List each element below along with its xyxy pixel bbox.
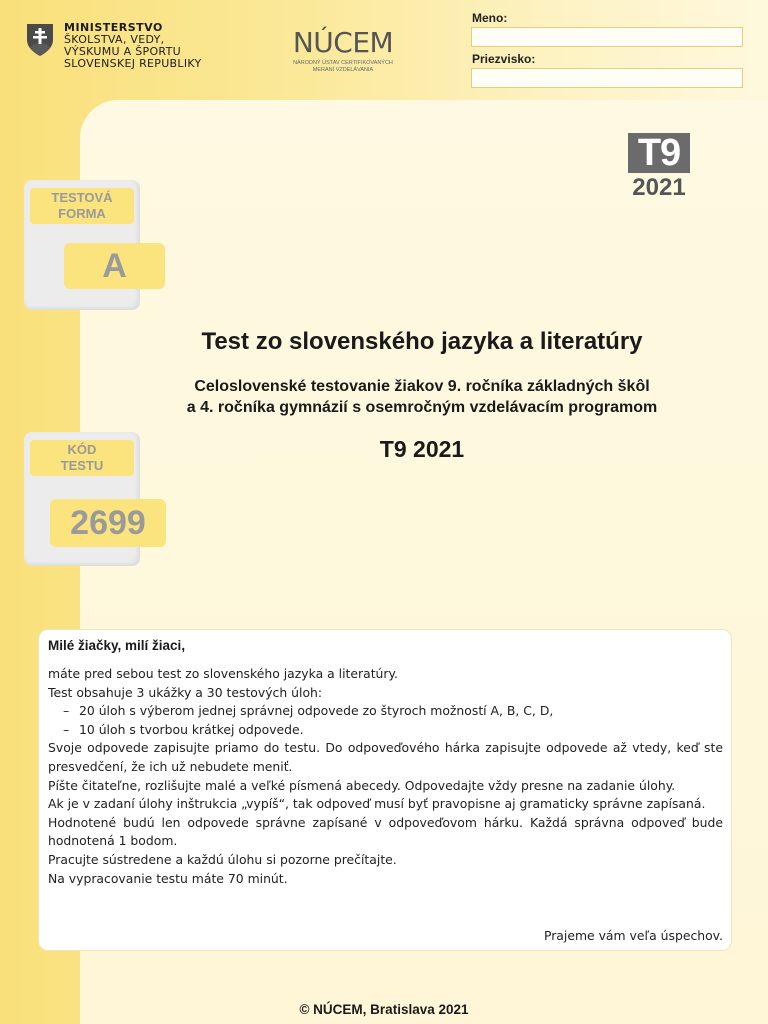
page-title: Test zo slovenského jazyka a literatúry (201, 328, 643, 355)
instruction-line: Píšte čitateľne, rozlišujte malé a veľké písmená abecedy. Odpovedajte vždy presne na zadanie úlohy. (48, 777, 676, 793)
nucem-subtitle-line: NÁRODNÝ ÚSTAV CERTIFIKOVANÝCH (293, 60, 393, 66)
page-subtitle-line: Celoslovenské testovanie žiakov 9. ročníka základných škôl (194, 378, 650, 395)
greeting: Milé žiačky, milí žiaci, (48, 638, 186, 653)
t9-badge: T9 (628, 133, 690, 173)
name-input[interactable] (471, 27, 743, 47)
instructions-text (48, 665, 723, 888)
nucem-subtitle (284, 60, 402, 74)
page-subtitle-line: a 4. ročníka gymnázií s osemročným vzdelávacím programom (186, 399, 658, 416)
ministry-line: MINISTERSTVO (64, 21, 163, 34)
ministry-line: ŠKOLSTVA, VEDY, (64, 33, 165, 46)
instruction-line: máte pred sebou test zo slovenského jazyka a literatúry. (48, 666, 398, 681)
nucem-logo (284, 28, 402, 74)
test-form-label-line: TESTOVÁ (51, 190, 113, 205)
instruction-bullet (48, 721, 723, 740)
instructions-box (38, 629, 732, 951)
test-form-label (30, 188, 134, 224)
surname-label: Priezvisko: (472, 52, 536, 66)
instruction-line: Hodnotené budú len odpovede správne zapísané v odpoveďovom hárku. Každá správna odpoveď bude hodnotená 1 bodom. (48, 814, 723, 849)
nucem-wordmark: NÚCEM (292, 26, 394, 59)
test-code-label-line: KÓD (67, 442, 97, 457)
instruction-line: Ak je v zadaní úlohy inštrukcia „vypíš“, tak odpoveď musí byť pravopisne aj gramaticky správne zapísaná. (48, 796, 706, 812)
ministry-logo (26, 22, 202, 70)
ministry-line: VÝSKUMU A ŠPORTU (64, 45, 181, 58)
name-label: Meno: (472, 11, 508, 25)
test-form-value: A (64, 243, 165, 289)
test-form-label-line: FORMA (58, 206, 106, 221)
instruction-line: Na vypracovanie testu máte 70 minút. (48, 870, 288, 886)
t9-badge-year: 2021 (632, 174, 686, 201)
test-form-tab (24, 180, 140, 310)
surname-input[interactable] (471, 68, 743, 88)
instruction-line: Test obsahuje 3 ukážky a 30 testových úloh: (48, 684, 323, 700)
footer-copyright: © NÚCEM, Bratislava 2021 (299, 1002, 469, 1017)
dash-bullet-icon: – (63, 721, 70, 737)
nucem-subtitle-line: MERANÍ VZDELÁVANIA (312, 67, 374, 73)
ministry-name (64, 22, 202, 70)
instruction-line: Pracujte sústredene a každú úlohu si pozorne prečítajte. (48, 851, 397, 867)
good-luck-wish: Prajeme vám veľa úspechov. (543, 928, 723, 943)
test-code-value: 2699 (50, 499, 166, 547)
slovak-crest-icon (26, 22, 54, 58)
instruction-line: Svoje odpovede zapisujte priamo do testu. Do odpoveďového hárka zapisujte odpovede až vtedy, keď ste presvedčení, že ich už nebudete meniť. (48, 740, 723, 774)
ministry-line: SLOVENSKEJ REPUBLIKY (64, 57, 202, 70)
instruction-bullet-text: 10 úloh s tvorbou krátkej odpovede. (79, 721, 304, 737)
test-code-label-line: TESTU (60, 458, 104, 473)
instruction-bullet-text: 20 úloh s výberom jednej správnej odpovede zo štyroch možností A, B, C, D, (79, 703, 554, 719)
test-code-title: T9 2021 (379, 436, 465, 462)
dash-bullet-icon: – (63, 703, 70, 719)
page-subtitle (0, 376, 768, 418)
instruction-bullet (48, 702, 723, 721)
